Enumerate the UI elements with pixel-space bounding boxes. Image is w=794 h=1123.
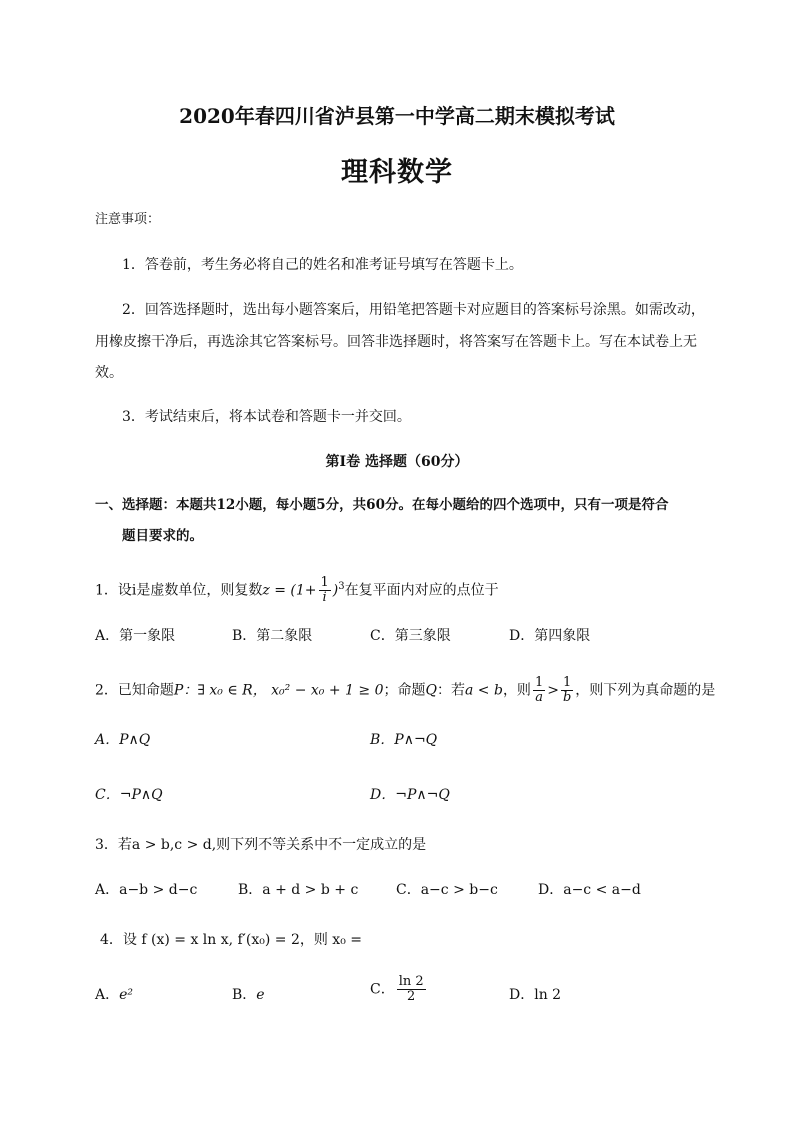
q4-option-a-expr: e² <box>119 987 134 1003</box>
q4-option-c-num: ln 2 <box>398 974 424 989</box>
q4-option-a <box>95 985 133 1005</box>
q1-frac-den: i <box>322 590 327 605</box>
q1-expr-left: z = (1+ <box>262 582 317 599</box>
q1-exponent: 3 <box>338 580 345 592</box>
q2-option-d: D．¬P∧¬Q <box>370 787 450 803</box>
q2-option-b: B．P∧¬Q <box>370 732 438 748</box>
q2-frac2-den: b <box>562 690 572 705</box>
q2-then: ，则 <box>502 682 531 699</box>
q1-expr-right: ) <box>332 582 339 599</box>
q2-frac2-num: 1 <box>561 676 573 691</box>
question-2-stem <box>95 676 715 705</box>
section-heading: 第Ⅰ卷 选择题（60分） <box>325 454 469 470</box>
section-intro-line-2: 题目要求的。 <box>122 528 203 544</box>
q3-option-d: D．a−c < a−d <box>538 882 641 898</box>
q1-fraction <box>319 576 331 605</box>
q2-p: P <box>173 682 184 699</box>
q1-frac-num: 1 <box>320 575 329 590</box>
q2-gt: > <box>547 682 559 699</box>
q2-condition: a < b <box>464 682 503 699</box>
q4-option-b <box>232 985 265 1005</box>
q2-fraction-2 <box>561 676 573 705</box>
q1-option-d: D．第四象限 <box>509 628 591 644</box>
q1-option-b: B．第二象限 <box>232 628 313 644</box>
q4-option-c-den: 2 <box>407 989 416 1004</box>
notice-item-2-line-2: 用橡皮擦干净后，再选涂其它答案标号。回答非选择题时，将答案写在答题卡上。写在本试卷上无 <box>95 334 697 350</box>
q2-q-expr: ：若 <box>436 682 465 699</box>
q4-option-c-fraction <box>397 975 426 1004</box>
q1-option-c: C．第三象限 <box>370 628 451 644</box>
q4-option-c <box>370 975 428 1004</box>
q2-fraction-1 <box>533 676 545 705</box>
q4-option-d: D．ln 2 <box>509 987 562 1003</box>
notice-item-3: 3．考试结束后，将本试卷和答题卡一并交回。 <box>122 409 411 425</box>
question-4-stem: 4．设 f (x) = x ln x, f′(x₀) = 2，则 x₀ = <box>100 932 362 948</box>
notice-heading: 注意事项： <box>95 212 161 227</box>
q3-option-b: B．a + d > b + c <box>238 882 359 898</box>
question-1-stem <box>95 576 499 605</box>
q2-p-expr: ：∃ x₀ ∈ R， x₀² − x₀ + 1 ≥ 0 <box>183 682 384 699</box>
q4-option-b-expr: e <box>256 987 265 1003</box>
q2-frac1-den: a <box>535 690 543 705</box>
q2-suffix: ，则下列为真命题的是 <box>575 682 716 699</box>
q4-option-c-label: C． <box>370 981 395 998</box>
q1-prefix: 1．设i是虚数单位，则复数 <box>95 582 263 599</box>
q2-q: Q <box>425 682 437 699</box>
subject-title: 理科数学 <box>341 157 453 188</box>
q2-frac1-num: 1 <box>534 675 544 690</box>
q2-option-c: C．¬P∧Q <box>95 787 163 803</box>
q3-option-a: A．a−b > d−c <box>95 882 198 898</box>
q2-prefix: 2．已知命题 <box>95 682 174 699</box>
notice-item-1: 1．答卷前，考生务必将自己的姓名和准考证号填写在答题卡上。 <box>122 257 523 273</box>
q1-option-a: A．第一象限 <box>95 628 176 644</box>
q1-suffix: 在复平面内对应的点位于 <box>344 582 499 599</box>
q4-option-a-label: A． <box>95 987 120 1003</box>
notice-item-2-line-3: 效。 <box>95 365 123 381</box>
notice-item-2-line-1: 2．回答选择题时，选出每小题答案后，用铅笔把答题卡对应题目的答案标号涂黑。如需改动， <box>122 302 705 318</box>
section-intro-line-1: 一、选择题：本题共12小题，每小题5分，共60分。在每小题给的四个选项中，只有一项是符合 <box>95 497 669 513</box>
q4-option-b-label: B． <box>232 987 257 1003</box>
q2-option-a: A．P∧Q <box>95 732 151 748</box>
question-3-stem: 3．若a > b,c > d,则下列不等关系中不一定成立的是 <box>95 837 427 853</box>
q3-option-c: C．a−c > b−c <box>396 882 498 898</box>
q2-mid: ；命题 <box>383 682 426 699</box>
exam-title: 2020年春四川省泸县第一中学高二期末模拟考试 <box>179 104 615 128</box>
